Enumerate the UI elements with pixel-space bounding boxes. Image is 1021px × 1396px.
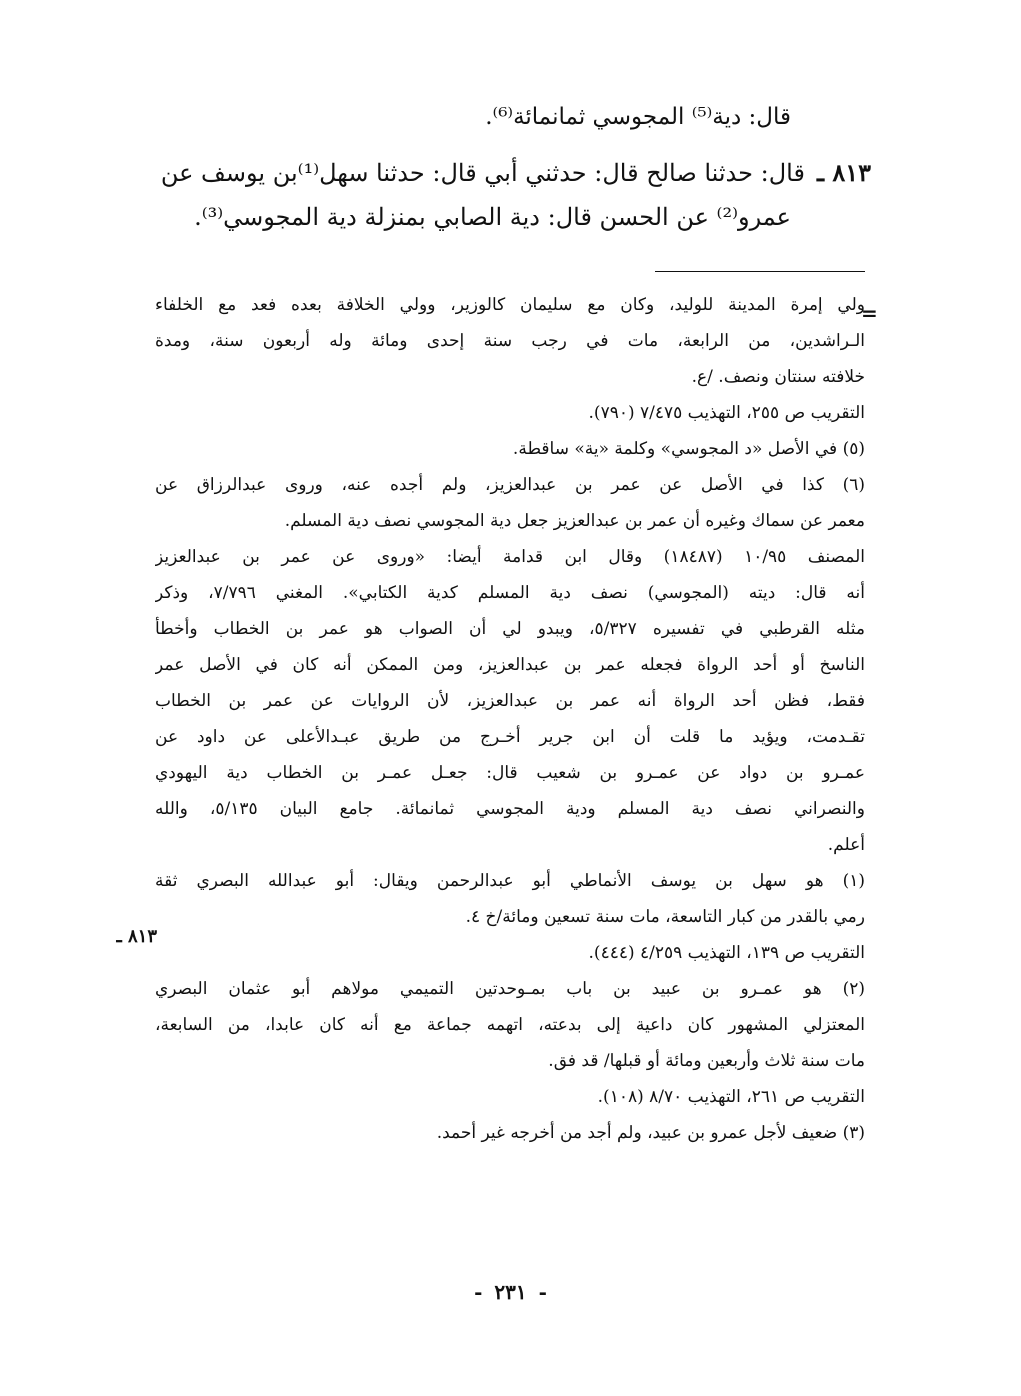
footnote-line: معمر عن سماك وغيره أن عمر بن عبدالعزيز جعل دية المجوسي نصف دية المسلم. <box>284 511 865 531</box>
footnotes <box>155 287 865 1151</box>
footnote-line: التقريب ص ٢٥٥، التهذيب ٧/٤٧٥ (٧٩٠). <box>588 403 865 423</box>
hadith-813 <box>126 158 871 246</box>
footnote-line: مات سنة ثلاث وأربعين ومائة أو قبلها/ قد فق. <box>548 1051 865 1071</box>
footnote-line: أعلم. <box>827 835 865 855</box>
page-number-value: ٢٣١ <box>494 1280 527 1304</box>
hadith-line-1 <box>126 158 871 202</box>
footnote-line: مثله القرطبي في تفسيره ٥/٣٢٧، ويبدو لي أن الصواب هو عمر بن الخطاب وأخطأ <box>155 619 865 639</box>
footnote-line: (٢) هو عمـرو بن عبيد بن باب بمـوحدتين التميمي مولاهم أبو عثمان البصري <box>155 979 865 999</box>
footnote-line: أنه قال: ديته (المجوسي) نصف دية المسلم كدية الكتابي». المغني ٧/٧٩٦، وذكر <box>155 583 865 603</box>
hadith-text-1: قال: حدثنا صالح قال: حدثني أبي قال: حدثنا سهل⁽¹⁾بن يوسف عن <box>160 159 805 187</box>
continued-mark: = <box>861 301 878 325</box>
footnote-line: عمـرو بن دواد عن عمـرو بن شعيب قال: جعـل عمـر بن الخطاب دية اليهودي <box>155 763 865 783</box>
footnote-line: ولي إمرة المدينة للوليد، وكان مع سليمان كالوزير، وولي الخلافة بعده فعد مع الخلفاء <box>155 295 865 315</box>
footnote-line: خلافته سنتان ونصف. /ع. <box>691 367 865 387</box>
footnote-line: رمي بالقدر من كبار التاسعة، مات سنة تسعين ومائة/خ ٤. <box>465 907 865 927</box>
footnote-line: (١) هو سهل بن يوسف الأنماطي أبو عبدالرحمن ويقال: أبو عبدالله البصري ثقة <box>155 871 865 891</box>
footnote-separator <box>655 271 865 272</box>
hadith-line-2: عمرو⁽²⁾ عن الحسن قال: دية الصابي بمنزلة دية المجوسي⁽³⁾. <box>194 203 791 231</box>
footnote-line: (٣) ضعيف لأجل عمرو بن عبيد، ولم أجد من أخرجه غير أحمد. <box>436 1123 865 1143</box>
footnote-line: فقط، فظن أحد الرواة أنه عمر بن عبدالعزيز، لأن الروايات عن عمر بن الخطاب <box>155 691 865 711</box>
footnote-group-number: ٨١٣ ـ <box>116 926 157 947</box>
main-text-line-1: قال: دية⁽⁵⁾ المجوسي ثمانمائة⁽⁶⁾. <box>485 104 791 130</box>
footnote-line: المعتزلي المشهور كان داعية إلى بدعته، اتهمه جماعة مع أنه كان عابدا، من السابعة، <box>155 1015 865 1035</box>
footnote-line: والنصراني نصف دية المسلم ودية المجوسي ثمانمائة. جامع البيان ٥/١٣٥، والله <box>155 799 865 819</box>
footnote-line: التقريب ص ١٣٩، التهذيب ٤/٢٥٩ (٤٤٤). <box>588 943 865 963</box>
footnote-line: (٥) في الأصل «د المجوسي» وكلمة «ية» ساقطة. <box>512 439 865 459</box>
footnote-line: الناسخ أو أحد الرواة فجعله عمر بن عبدالعزيز، ومن الممكن أنه كان في الأصل عمر <box>155 655 865 675</box>
footnote-line: الـراشدين، من الرابعة، مات في رجب سنة إحدى ومائة وله أربعون سنة، ومدة <box>155 331 865 351</box>
footnote-line: تقـدمت، ويؤيد ما قلت أن ابن جرير أخـرج من طريق عبـدالأعلى عن داود عن <box>155 727 865 747</box>
page-number: -٢٣١- <box>474 1280 547 1304</box>
footnote-line: التقريب ص ٢٦١، التهذيب ٨/٧٠ (١٠٨). <box>597 1087 865 1107</box>
footnote-line: (٦) كذا في الأصل عن عمر بن عبدالعزيز، ولم أجده عنه، وروى عبدالرزاق عن <box>155 475 865 495</box>
hadith-number: ٨١٣ ـ <box>816 158 871 187</box>
footnote-line: المصنف ١٠/٩٥ (١٨٤٨٧) وقال ابن قدامة أيضا: «وروى عن عمر بن عبدالعزيز <box>155 547 865 567</box>
